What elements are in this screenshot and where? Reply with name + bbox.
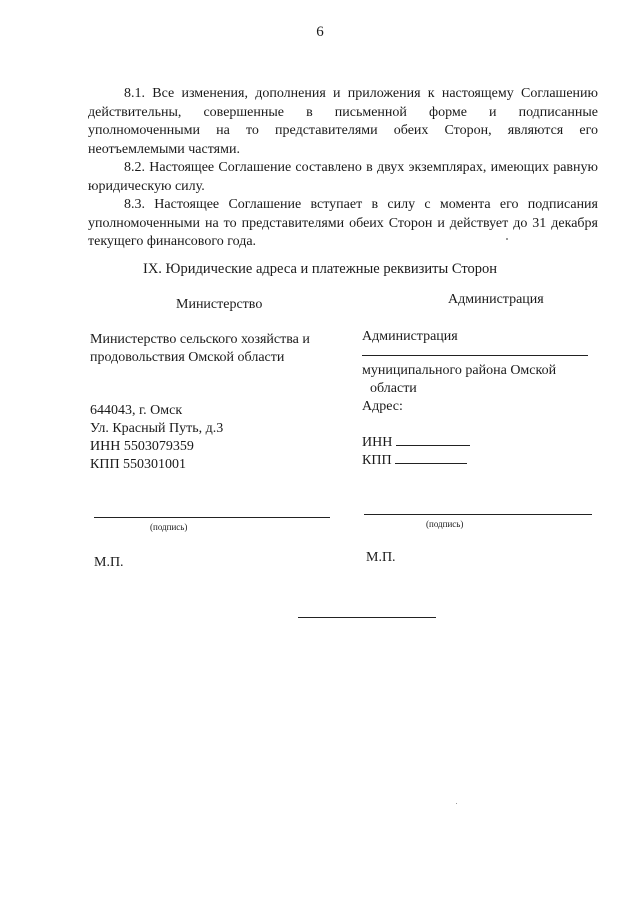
ministry-name xyxy=(90,331,350,367)
scan-speck xyxy=(456,803,457,804)
administration-district-line2: области xyxy=(370,381,417,396)
ministry-signature-line xyxy=(94,517,330,518)
closing-separator-line xyxy=(298,617,436,618)
administration-district xyxy=(362,362,602,398)
page-number: 6 xyxy=(316,24,324,40)
ministry-postal: 644043, г. Омск xyxy=(90,403,183,418)
paragraph-8-2: 8.2. Настоящее Соглашение составлено в двух экземплярах, имеющих равную юридическую силу. xyxy=(88,160,598,194)
ministry-signature-caption: (подпись) xyxy=(150,522,188,532)
administration-stamp-label: М.П. xyxy=(366,550,396,565)
ministry-requisites xyxy=(90,402,350,474)
ministry-inn: ИНН 5503079359 xyxy=(90,439,194,454)
administration-heading: Администрация xyxy=(448,292,544,307)
administration-inn xyxy=(362,433,602,452)
administration-address-label: Адрес: xyxy=(362,399,403,414)
administration-inn-blank xyxy=(396,433,470,446)
administration-inn-label: ИНН xyxy=(362,435,393,450)
scan-speck xyxy=(506,238,508,240)
paragraph-8-3: 8.3. Настоящее Соглашение вступает в силу с момента его подписания уполномоченными на то представителями обеих Сторон и действует до 31 декабря текущего финансового года. xyxy=(88,197,598,249)
administration-signature-line xyxy=(364,514,592,515)
administration-name-blank xyxy=(362,355,588,356)
administration-kpp-blank xyxy=(395,451,467,464)
paragraph-8-1: 8.1. Все изменения, дополнения и приложения к настоящему Соглашению действительны, совершенные в письменной форме и подписанные уполномоченными на то представителями обеих Сторон, являются его неотъемлемыми частями. xyxy=(88,86,598,157)
ministry-name-line1: Министерство сельского хозяйства и xyxy=(90,332,310,347)
agreement-terms xyxy=(88,85,598,252)
administration-name: Администрация xyxy=(362,329,458,344)
ministry-stamp-label: М.П. xyxy=(94,555,124,570)
ministry-heading: Министерство xyxy=(176,297,263,312)
ministry-street: Ул. Красный Путь, д.3 xyxy=(90,421,224,436)
administration-district-line1: муниципального района Омской xyxy=(362,363,557,378)
administration-kpp xyxy=(362,451,602,470)
section-title: IX. Юридические адреса и платежные реквизиты Сторон xyxy=(143,261,497,277)
administration-signature-caption: (подпись) xyxy=(426,519,464,529)
ministry-name-line2: продовольствия Омской области xyxy=(90,350,285,365)
ministry-kpp: КПП 550301001 xyxy=(90,457,187,472)
administration-kpp-label: КПП xyxy=(362,453,392,468)
